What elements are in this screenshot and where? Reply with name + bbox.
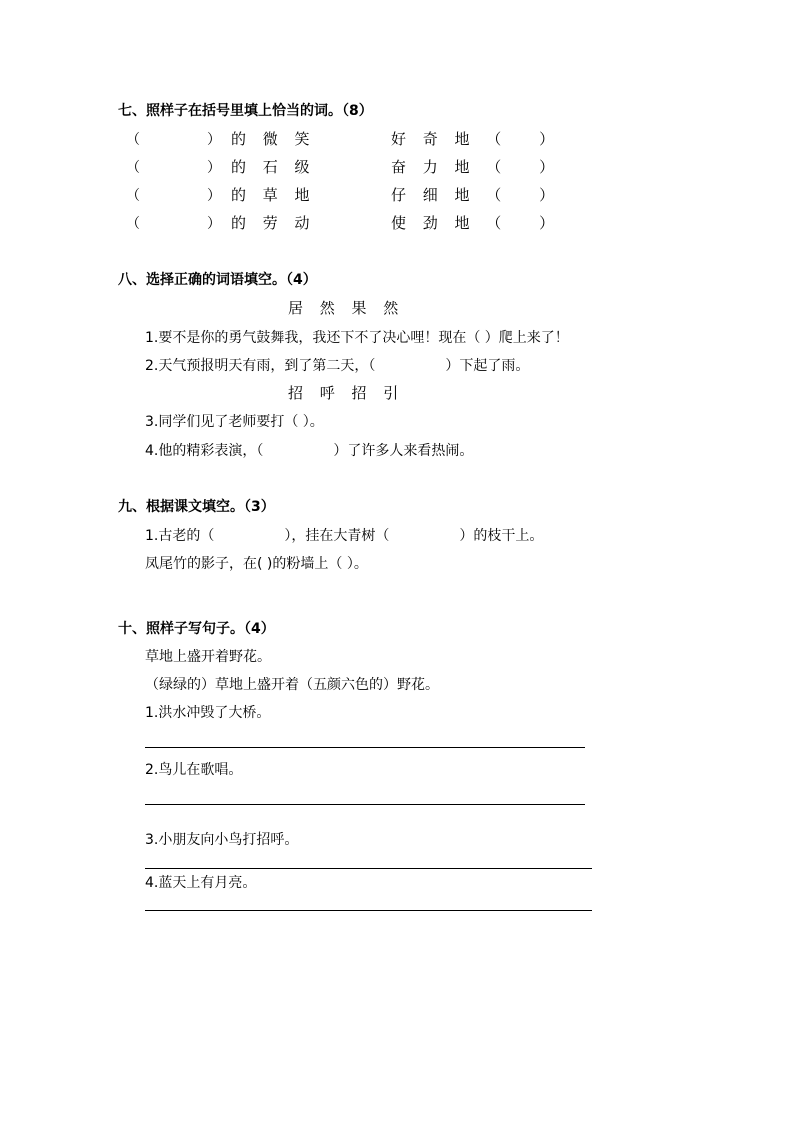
section-10-heading: 十、照样子写句子。（4）	[118, 621, 275, 637]
word-choices-1: 居 然 果 然	[288, 299, 405, 317]
fill-line-9-1: 1.古老的（ ），挂在大青树（ ）的枝干上。	[145, 528, 544, 544]
fill-line-9-2: 凤尾竹的影子，在( )的粉墙上（ ）。	[145, 556, 368, 572]
open-paren: （	[126, 216, 140, 232]
section-9-heading: 九、根据课文填空。（3）	[118, 499, 275, 515]
word-choices-2: 招 呼 招 引	[288, 384, 405, 402]
answer-line[interactable]	[145, 804, 585, 805]
question-10-4: 4.蓝天上有月亮。	[145, 875, 257, 891]
section-8-heading: 八、选择正确的词语填空。（4）	[118, 272, 317, 288]
open-paren: （	[126, 160, 140, 176]
answer-line[interactable]	[145, 868, 592, 869]
question-8-3: 3.同学们见了老师要打（ ）。	[145, 414, 324, 430]
left-phrase: 的 草 地	[231, 186, 316, 204]
open-paren: （	[126, 188, 140, 204]
question-10-1: 1.洪水冲毁了大桥。	[145, 705, 271, 721]
close-paren: ）	[207, 160, 221, 176]
question-10-2: 2.鸟儿在歌唱。	[145, 762, 243, 778]
open-paren: （	[126, 132, 140, 148]
example-sentence: 草地上盛开着野花。	[145, 649, 271, 665]
left-phrase: 的 微 笑	[231, 130, 316, 148]
example-expanded-sentence: （绿绿的）草地上盛开着（五颜六色的）野花。	[145, 677, 439, 693]
right-phrase: 好 奇 地 （ ）	[391, 130, 561, 148]
question-8-4: 4.他的精彩表演，（ ）了许多人来看热闹。	[145, 443, 474, 459]
left-phrase: 的 石 级	[231, 158, 316, 176]
question-8-1: 1.要不是你的勇气鼓舞我，我还下不了决心哩！现在（ ）爬上来了！	[145, 330, 569, 346]
right-phrase: 使 劲 地 （ ）	[391, 214, 561, 232]
left-phrase: 的 劳 动	[231, 214, 316, 232]
question-8-2: 2.天气预报明天有雨，到了第二天，（ ）下起了雨。	[145, 358, 530, 374]
right-phrase: 仔 细 地 （ ）	[391, 186, 561, 204]
close-paren: ）	[207, 216, 221, 232]
section-7-heading: 七、照样子在括号里填上恰当的词。（8）	[118, 103, 373, 119]
question-10-3: 3.小朋友向小鸟打招呼。	[145, 832, 299, 848]
answer-line[interactable]	[145, 747, 585, 748]
right-phrase: 奋 力 地 （ ）	[391, 158, 561, 176]
close-paren: ）	[207, 132, 221, 148]
close-paren: ）	[207, 188, 221, 204]
answer-line[interactable]	[145, 910, 592, 911]
